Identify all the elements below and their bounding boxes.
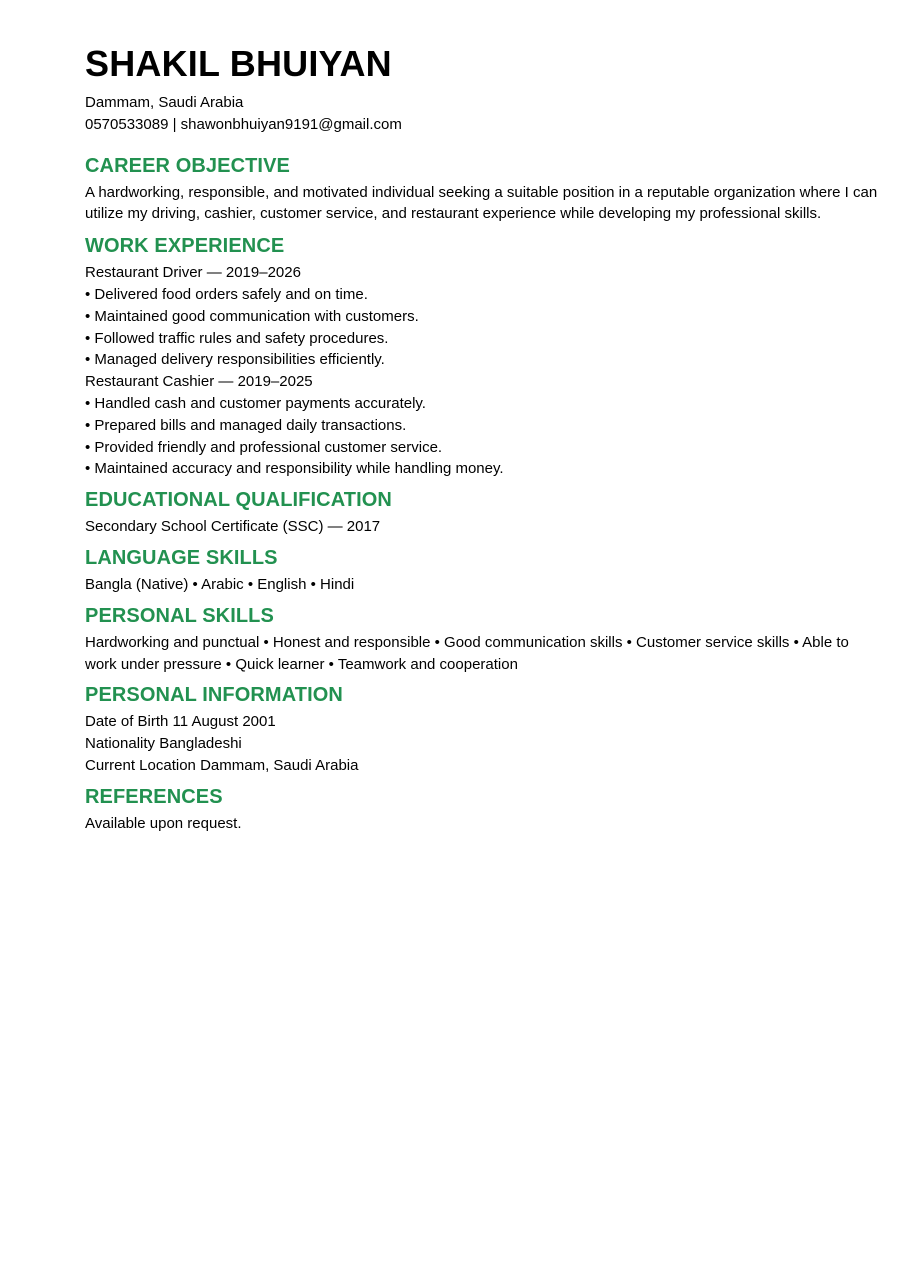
personal-skills-text: Hardworking and punctual • Honest and responsible • Good communication skills • Customer service skills • Able to work under pressure • Quick learner • Teamwork and cooperation — [85, 633, 849, 673]
contact-block — [85, 92, 883, 136]
phone-email-text: 0570533089 | shawonbhuiyan9191@gmail.com — [85, 115, 402, 133]
job-bullet: • Followed traffic rules and safety procedures. — [85, 329, 389, 347]
language-skills-section — [85, 544, 883, 596]
personal-skills-section — [85, 602, 883, 676]
job-bullet: • Maintained accuracy and responsibility while handling money. — [85, 460, 504, 478]
job-bullet: • Provided friendly and professional customer service. — [85, 438, 443, 456]
work-experience-heading: WORK EXPERIENCE — [85, 235, 285, 258]
current-location-text: Current Location Dammam, Saudi Arabia — [85, 756, 359, 774]
references-text: Available upon request. — [85, 814, 242, 832]
career-objective-text: A hardworking, responsible, and motivated individual seeking a suitable position in a reputable organization where I can utilize my driving, cashier, customer service, and restaurant experience while developing my professional skills. — [85, 183, 878, 223]
personal-skills-heading: PERSONAL SKILLS — [85, 604, 274, 627]
job-bullet: • Delivered food orders safely and on time. — [85, 285, 368, 303]
job-bullet: • Prepared bills and managed daily transactions. — [85, 416, 407, 434]
candidate-name: SHAKIL BHUIYAN — [85, 43, 392, 84]
education-heading: EDUCATIONAL QUALIFICATION — [85, 489, 392, 512]
personal-information-section — [85, 681, 883, 776]
references-heading: REFERENCES — [85, 785, 223, 808]
job-bullet: • Handled cash and customer payments accurately. — [85, 394, 426, 412]
job-bullet: • Managed delivery responsibilities efficiently. — [85, 351, 385, 369]
location-text: Dammam, Saudi Arabia — [85, 94, 244, 111]
job-entry-driver — [85, 262, 883, 371]
references-section — [85, 783, 883, 835]
language-skills-text: Bangla (Native) • Arabic • English • Hindi — [85, 575, 355, 593]
job-bullet: • Maintained good communication with customers. — [85, 307, 419, 325]
date-of-birth-text: Date of Birth 11 August 2001 — [85, 713, 276, 731]
nationality-text: Nationality Bangladeshi — [85, 735, 242, 753]
language-skills-heading: LANGUAGE SKILLS — [85, 546, 278, 569]
job-entry-cashier — [85, 371, 883, 480]
career-objective-section — [85, 152, 883, 226]
job-heading: Restaurant Driver — 2019–2026 — [85, 264, 301, 282]
work-experience-section — [85, 232, 883, 480]
education-text: Secondary School Certificate (SSC) — 2017 — [85, 518, 381, 536]
job-heading: Restaurant Cashier — 2019–2025 — [85, 373, 313, 391]
personal-information-heading: PERSONAL INFORMATION — [85, 684, 343, 707]
education-section — [85, 486, 883, 538]
career-objective-heading: CAREER OBJECTIVE — [85, 154, 290, 177]
